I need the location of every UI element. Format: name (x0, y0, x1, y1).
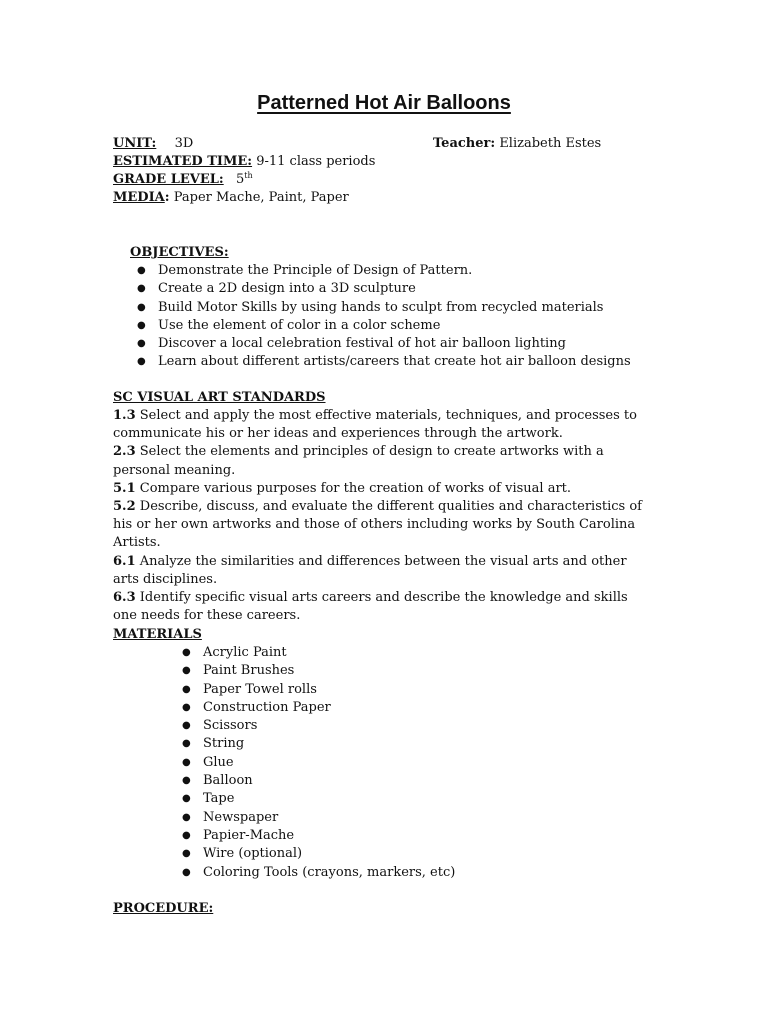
list-item (182, 662, 455, 680)
list-item (137, 299, 631, 317)
standard-text: Select and apply the most effective materials, techniques, and processes to communicate his or her ideas and experiences through the artwork. (113, 408, 637, 442)
list-item (182, 827, 455, 845)
grade-level-value: 5 (235, 172, 245, 187)
list-item-text: Demonstrate the Principle of Design of Pattern. (158, 263, 473, 278)
list-item-text: Papier-Mache (203, 827, 295, 843)
standard-number: 2.3 (113, 444, 136, 460)
bullet-icon: ● (182, 793, 191, 805)
bullet-icon: ● (182, 866, 191, 878)
standard-text: Select the elements and principles of design to create artworks with a personal meaning. (113, 444, 604, 478)
grade-level-line (113, 171, 253, 189)
list-item-text: Tape (203, 791, 235, 807)
standards-list (113, 407, 653, 625)
list-item (182, 754, 455, 772)
bullet-icon: ● (137, 338, 146, 350)
media-label: MEDIA (113, 190, 165, 205)
media-colon: : (164, 190, 170, 205)
list-item (137, 280, 631, 298)
materials-list (182, 644, 455, 882)
list-item-text: Use the element of color in a color scheme (158, 317, 441, 333)
standard-item (113, 553, 653, 589)
teacher-name: Elizabeth Estes (499, 136, 602, 151)
estimated-time-value: 9-11 class periods (256, 154, 376, 169)
standard-number: 6.3 (113, 590, 136, 606)
list-item-text: Newspaper (203, 809, 279, 825)
standard-item (113, 589, 653, 625)
list-item-text: Paper Towel rolls (203, 681, 317, 697)
bullet-icon: ● (182, 665, 191, 677)
list-item-text: String (203, 736, 245, 752)
list-item (137, 335, 631, 353)
list-item (182, 845, 455, 863)
standard-text: Describe, discuss, and evaluate the different qualities and characteristics of his or her own artworks and those of others including works by South Carolina Artists. (113, 499, 642, 551)
list-item (182, 772, 455, 790)
list-item (182, 790, 455, 808)
list-item-text: Coloring Tools (crayons, markers, etc) (203, 864, 456, 880)
bullet-icon: ● (182, 738, 191, 750)
list-item (182, 735, 455, 753)
unit-value: 3D (174, 136, 194, 151)
bullet-icon: ● (182, 701, 191, 713)
unit-label: UNIT: (113, 136, 157, 151)
list-item (182, 699, 455, 717)
list-item-text: Construction Paper (203, 699, 331, 715)
list-item-text: Create a 2D design into a 3D sculpture (158, 281, 416, 297)
standard-number: 5.1 (113, 480, 136, 496)
bullet-icon: ● (137, 319, 146, 331)
list-item (182, 644, 455, 662)
standard-number: 1.3 (113, 408, 136, 423)
list-item (137, 317, 631, 335)
list-item (182, 681, 455, 699)
list-item-text: Balloon (203, 773, 253, 789)
procedure-heading: PROCEDURE: (113, 901, 214, 916)
bullet-icon: ● (182, 683, 191, 695)
bullet-icon: ● (182, 756, 191, 768)
objectives-list (137, 262, 631, 372)
bullet-icon: ● (137, 283, 146, 295)
standard-text: Compare various purposes for the creation of works of visual art. (139, 480, 572, 496)
list-item-text: Acrylic Paint (203, 645, 287, 660)
grade-level-label: GRADE LEVEL: (113, 172, 224, 187)
bullet-icon: ● (137, 301, 146, 313)
standard-item (113, 498, 653, 553)
list-item (182, 717, 455, 735)
list-item-text: Glue (203, 754, 234, 770)
bullet-icon: ● (182, 720, 191, 732)
media-line (113, 189, 349, 207)
list-item (137, 262, 631, 280)
standard-item (113, 480, 653, 498)
bullet-icon: ● (182, 811, 191, 823)
standard-item (113, 443, 653, 479)
document-title: Patterned Hot Air Balloons (257, 92, 511, 114)
list-item-text: Scissors (203, 718, 258, 734)
bullet-icon: ● (137, 265, 146, 276)
bullet-icon: ● (182, 848, 191, 860)
materials-heading: MATERIALS (113, 627, 202, 642)
list-item-text: Paint Brushes (203, 663, 295, 679)
grade-level-suffix: th (244, 171, 253, 180)
list-item (137, 353, 631, 371)
bullet-icon: ● (182, 829, 191, 841)
standard-item (113, 407, 653, 443)
standard-text: Analyze the similarities and differences between the visual arts and other arts disciplines. (113, 553, 627, 587)
bullet-icon: ● (137, 356, 146, 368)
list-item-text: Discover a local celebration festival of hot air balloon lighting (158, 336, 566, 352)
objectives-heading: OBJECTIVES: (130, 245, 229, 260)
standards-heading: SC VISUAL ART STANDARDS (113, 390, 326, 405)
list-item (182, 809, 455, 827)
standard-number: 6.1 (113, 553, 136, 569)
unit-line (113, 135, 193, 153)
list-item-text: Build Motor Skills by using hands to sculpt from recycled materials (158, 299, 604, 315)
bullet-icon: ● (182, 647, 191, 658)
list-item (182, 864, 455, 882)
bullet-icon: ● (182, 775, 191, 787)
teacher-line (433, 135, 601, 153)
teacher-label: Teacher: (433, 136, 496, 151)
standard-number: 5.2 (113, 499, 136, 515)
media-value: Paper Mache, Paint, Paper (173, 190, 349, 205)
list-item-text: Learn about different artists/careers that create hot air balloon designs (158, 354, 631, 370)
list-item-text: Wire (optional) (203, 846, 303, 862)
standard-text: Identify specific visual arts careers and describe the knowledge and skills one needs for these careers. (113, 590, 628, 624)
estimated-time-line (113, 153, 375, 171)
estimated-time-label: ESTIMATED TIME: (113, 154, 253, 169)
